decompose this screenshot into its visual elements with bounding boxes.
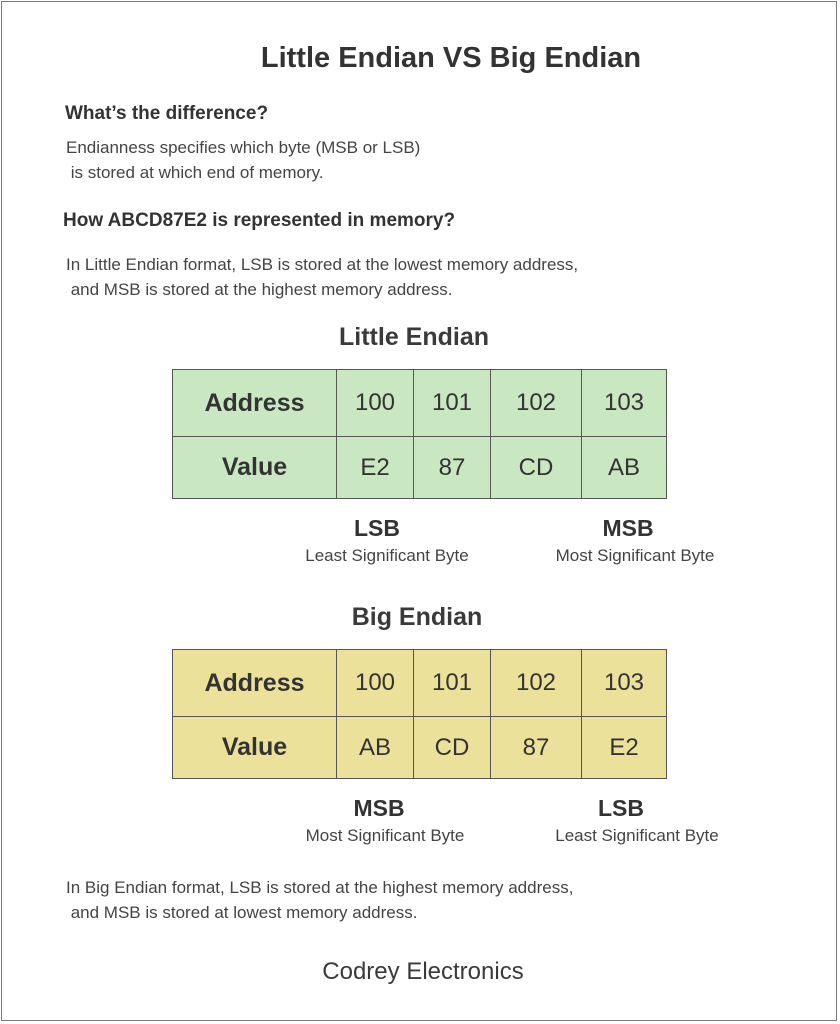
little-endian-title: Little Endian bbox=[339, 323, 489, 351]
little-endian-left-full: Least Significant Byte bbox=[305, 546, 469, 565]
big-endian-value-cell: CD bbox=[414, 717, 491, 779]
little-endian-value-cell: AB bbox=[582, 437, 667, 499]
big-endian-value-label: Value bbox=[173, 717, 337, 779]
big-endian-right-full: Least Significant Byte bbox=[555, 826, 719, 845]
page-title: Little Endian VS Big Endian bbox=[260, 42, 642, 74]
difference-line-1: Endianness specifies which byte (MSB or LSB) bbox=[66, 138, 421, 157]
big-endian-address-row bbox=[173, 650, 667, 717]
little-endian-address-cell: 101 bbox=[414, 370, 491, 437]
big-endian-table bbox=[172, 649, 667, 779]
little-endian-right-abbr: MSB bbox=[602, 515, 654, 541]
difference-heading: What’s the difference? bbox=[65, 103, 269, 124]
footer-brand: Codrey Electronics bbox=[322, 958, 524, 985]
little-endian-value-row bbox=[173, 437, 667, 499]
big-endian-value-row bbox=[173, 717, 667, 779]
big-endian-value-cell: AB bbox=[337, 717, 414, 779]
big-endian-right-abbr: LSB bbox=[598, 795, 644, 821]
representation-line-2: and MSB is stored at the highest memory address. bbox=[66, 280, 453, 299]
little-endian-right-full: Most Significant Byte bbox=[555, 546, 715, 565]
little-endian-value-cell: E2 bbox=[337, 437, 414, 499]
representation-line-1: In Little Endian format, LSB is stored at the lowest memory address, bbox=[66, 255, 579, 274]
little-endian-table bbox=[172, 369, 667, 499]
little-endian-value-cell: CD bbox=[491, 437, 582, 499]
representation-heading: How ABCD87E2 is represented in memory? bbox=[63, 210, 456, 231]
big-endian-address-cell: 101 bbox=[414, 650, 491, 717]
little-endian-address-cell: 103 bbox=[582, 370, 667, 437]
big-endian-note-line-1: In Big Endian format, LSB is stored at the highest memory address, bbox=[66, 878, 574, 897]
big-endian-address-label: Address bbox=[173, 650, 337, 717]
big-endian-left-full: Most Significant Byte bbox=[305, 826, 465, 845]
big-endian-title: Big Endian bbox=[351, 603, 483, 631]
little-endian-address-cell: 100 bbox=[337, 370, 414, 437]
big-endian-left-abbr: MSB bbox=[353, 795, 405, 821]
big-endian-note-line-2: and MSB is stored at lowest memory address. bbox=[66, 903, 418, 922]
little-endian-left-abbr: LSB bbox=[354, 515, 400, 541]
little-endian-value-cell: 87 bbox=[414, 437, 491, 499]
big-endian-address-cell: 102 bbox=[491, 650, 582, 717]
big-endian-address-cell: 103 bbox=[582, 650, 667, 717]
big-endian-address-cell: 100 bbox=[337, 650, 414, 717]
little-endian-address-row bbox=[173, 370, 667, 437]
big-endian-value-cell: E2 bbox=[582, 717, 667, 779]
big-endian-note bbox=[66, 875, 573, 925]
little-endian-address-cell: 102 bbox=[491, 370, 582, 437]
big-endian-value-cell: 87 bbox=[491, 717, 582, 779]
little-endian-address-label: Address bbox=[173, 370, 337, 437]
representation-text bbox=[66, 252, 578, 302]
difference-text bbox=[66, 135, 420, 185]
little-endian-value-label: Value bbox=[173, 437, 337, 499]
difference-line-2: is stored at which end of memory. bbox=[66, 163, 324, 182]
